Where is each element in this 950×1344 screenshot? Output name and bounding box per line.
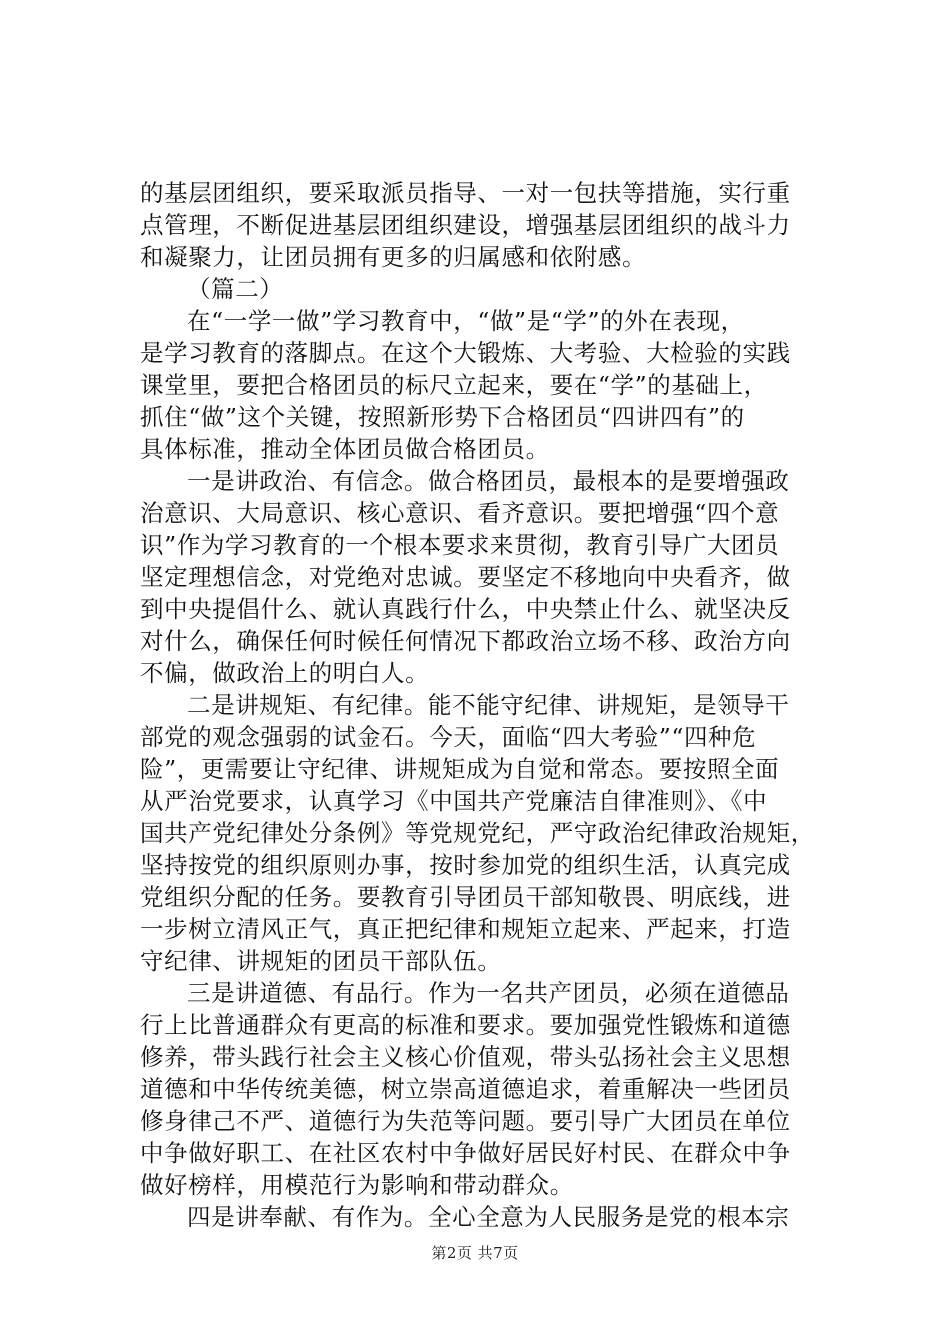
text-line: 道德和中华传统美德，树立崇高道德追求，着重解决一些团员 <box>140 1075 791 1103</box>
text-line: 具体标准，推动全体团员做合格团员。 <box>140 435 550 463</box>
text-line: 三是讲道德、有品行。作为一名共产团员，必须在道德品 <box>187 979 790 1007</box>
text-line: 坚持按党的组织原则办事，按时参加党的组织生活，认真完成 <box>140 851 791 879</box>
text-line: 修身律己不严、道德行为失范等问题。要引导广大团员在单位 <box>140 1107 791 1135</box>
text-line: 守纪律、讲规矩的团员干部队伍。 <box>140 947 502 975</box>
text-line: 点管理，不断促进基层团组织建设，增强基层团组织的战斗力 <box>140 211 791 239</box>
text-line: 一是讲政治、有信念。做合格团员，最根本的是要增强政 <box>187 467 790 495</box>
text-line: 中争做好职工、在社区农村中争做好居民好村民、在群众中争 <box>140 1139 791 1167</box>
text-line: 坚定理想信念，对党绝对忠诚。要坚定不移地向中央看齐，做 <box>140 563 791 591</box>
page-footer: 第2页 共7页 <box>431 1244 519 1262</box>
text-line: 对什么，确保任何时候任何情况下都政治立场不移、政治方向 <box>140 627 791 655</box>
text-line: 二是讲规矩、有纪律。能不能守纪律、讲规矩，是领导干 <box>187 691 790 719</box>
text-line: 到中央提倡什么、就认真践行什么，中央禁止什么、就坚决反 <box>140 595 791 623</box>
text-line: 的基层团组织，要采取派员指导、一对一包扶等措施，实行重 <box>140 179 791 207</box>
text-line: 修养，带头践行社会主义核心价值观，带头弘扬社会主义思想 <box>140 1043 791 1071</box>
text-line: 识”作为学习教育的一个根本要求来贯彻，教育引导广大团员 <box>140 531 780 559</box>
text-line: 抓住“做”这个关键，按照新形势下合格团员“四讲四有”的 <box>140 403 745 431</box>
text-line: 在“一学一做”学习教育中，“做”是“学”的外在表现， <box>187 307 745 335</box>
text-line: 险”，更需要让守纪律、讲规矩成为自觉和常态。要按照全面 <box>140 755 780 783</box>
text-line: 是学习教育的落脚点。在这个大锻炼、大考验、大检验的实践 <box>140 339 791 367</box>
text-line: 国共产党纪律处分条例》等党规党纪，严守政治纪律政治规矩， <box>140 819 815 847</box>
text-line: 从严治党要求，认真学习《中国共产党廉洁自律准则》、《中 <box>140 787 768 815</box>
text-line: 四是讲奉献、有作为。全心全意为人民服务是党的根本宗 <box>187 1203 790 1231</box>
document-body <box>140 177 830 1233</box>
text-line: 做好榜样，用模范行为影响和带动群众。 <box>140 1171 574 1199</box>
text-line: 课堂里，要把合格团员的标尺立起来，要在“学”的基础上， <box>140 371 768 399</box>
text-line: 不偏，做政治上的明白人。 <box>140 659 430 687</box>
text-line: （篇二） <box>187 275 284 303</box>
text-line: 治意识、大局意识、核心意识、看齐意识。要把增强“四个意 <box>140 499 780 527</box>
text-line: 部党的观念强弱的试金石。今天，面临“四大考验”“四种危 <box>140 723 757 751</box>
text-line: 和凝聚力，让团员拥有更多的归属感和依附感。 <box>140 243 647 271</box>
text-line: 行上比普通群众有更高的标准和要求。要加强党性锻炼和道德 <box>140 1011 791 1039</box>
text-line: 一步树立清风正气，真正把纪律和规矩立起来、严起来，打造 <box>140 915 791 943</box>
text-line: 党组织分配的任务。要教育引导团员干部知敬畏、明底线，进 <box>140 883 791 911</box>
